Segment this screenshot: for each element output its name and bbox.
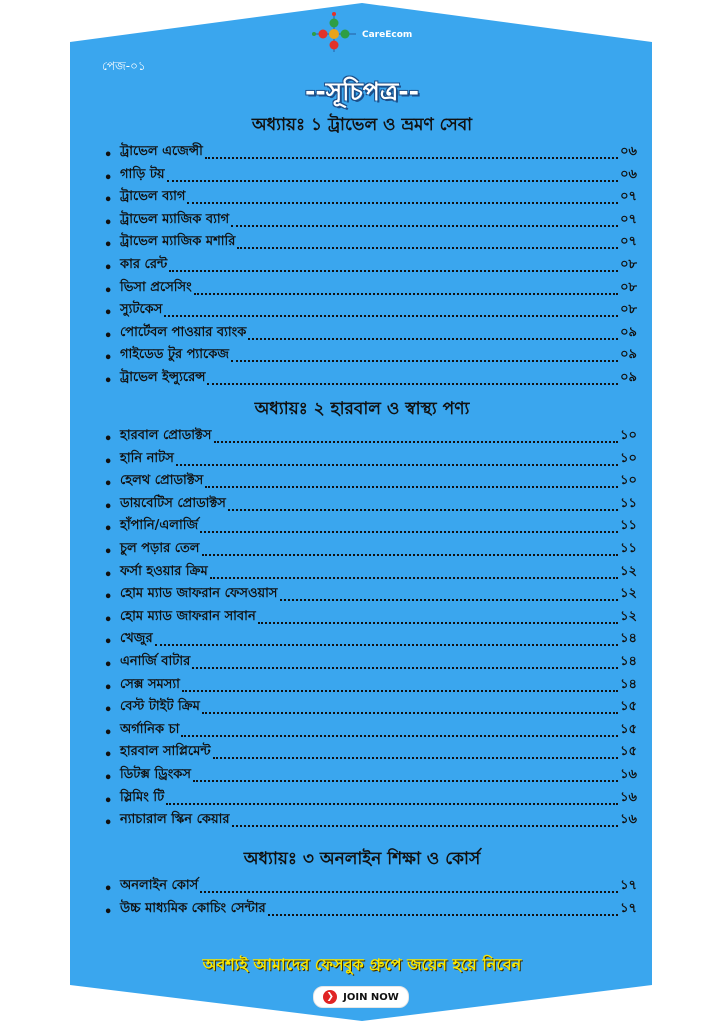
chapter-heading: অধ্যায়ঃ ৩ অনলাইন শিক্ষা ও কোর্স <box>243 849 481 869</box>
toc-entry-label: হোম ম্যাড জাফরান ফেসওয়াস <box>120 586 278 601</box>
bullet-icon: • <box>104 522 113 537</box>
footer-message: অবশ্যই আমাদের ফেসবুক গ্রুপে জয়েন হয়ে নিবেন <box>202 955 522 974</box>
toc-entry-page: ১২ <box>620 564 637 579</box>
dot-leader <box>200 891 618 893</box>
toc-entry <box>104 254 637 276</box>
dot-leader <box>166 803 618 805</box>
bullet-icon: • <box>104 816 113 831</box>
bullet-icon: • <box>104 771 113 786</box>
toc-entry-page: ০৭ <box>620 212 637 227</box>
join-now-label: JOIN NOW <box>343 991 399 1003</box>
toc-entry <box>104 674 637 696</box>
chapter-heading: অধ্যায়ঃ ১ ট্রাভেল ও ভ্রমণ সেবা <box>251 115 473 135</box>
dot-leader <box>192 667 618 669</box>
toc-entry <box>104 719 637 741</box>
toc-entry-page: ১৪ <box>620 631 637 646</box>
toc-entry <box>104 741 637 763</box>
flower-logo-icon <box>306 10 362 58</box>
toc-entry-label: ট্রাভেল ম্যাজিক ব্যাগ <box>120 212 230 227</box>
dot-leader <box>176 464 618 466</box>
bullet-icon: • <box>104 329 113 344</box>
toc-entry-label: ট্রাভেল ম্যাজিক মশারি <box>120 234 236 249</box>
brand-logo <box>306 10 416 58</box>
page-title: --সূচিপত্র-- <box>304 77 419 106</box>
bullet-icon: • <box>104 351 113 366</box>
toc-entry <box>104 875 637 897</box>
toc-entry <box>104 787 637 809</box>
toc-entry-label: হারবাল প্রোডাক্টস <box>120 428 212 443</box>
dot-leader <box>214 441 619 443</box>
dot-leader <box>187 202 618 204</box>
dot-leader <box>258 622 618 624</box>
bullet-icon: • <box>104 590 113 605</box>
dot-leader <box>228 509 618 511</box>
dot-leader <box>205 157 618 159</box>
dot-leader <box>232 825 619 827</box>
dot-leader <box>167 180 619 182</box>
dot-leader <box>182 690 618 692</box>
dot-leader <box>193 780 618 782</box>
toc-entry <box>104 493 637 515</box>
dot-leader <box>194 293 618 295</box>
bullet-icon: • <box>104 261 113 276</box>
bullet-icon: • <box>104 500 113 515</box>
play-circle-icon: ❯ <box>323 990 337 1004</box>
bullet-icon: • <box>104 284 113 299</box>
toc-entry <box>104 628 637 650</box>
toc-entry-page: ০৮ <box>620 280 637 295</box>
toc-entry <box>104 344 637 366</box>
bullet-icon: • <box>104 171 113 186</box>
toc-entry-page: ১১ <box>620 518 637 533</box>
toc-entry-label: উচ্চ মাধ্যমিক কোচিং সেন্টার <box>120 901 266 916</box>
brand-name: CareEcom <box>362 30 413 40</box>
toc-entry-label: ট্রাভেল এজেন্সী <box>120 144 203 159</box>
dot-leader <box>237 247 618 249</box>
toc-entry <box>104 696 637 718</box>
toc-entry-label: ন্যাচারাল স্কিন কেয়ার <box>120 812 230 827</box>
join-now-button[interactable] <box>313 986 409 1008</box>
dot-leader <box>213 757 619 759</box>
toc-entry-page: ১৬ <box>620 767 637 782</box>
toc-entry <box>104 809 637 831</box>
toc-entry-page: ১০ <box>620 473 637 488</box>
chapter-heading: অধ্যায়ঃ ২ হারবাল ও স্বাস্থ্য পণ্য <box>254 399 470 419</box>
toc-entry-label: হোম ম্যাড জাফরান সাবান <box>120 609 256 624</box>
bullet-icon: • <box>104 455 113 470</box>
dot-leader <box>268 914 618 916</box>
toc-entry <box>104 425 637 447</box>
toc-entry-page: ০৯ <box>620 325 637 340</box>
bullet-icon: • <box>104 545 113 560</box>
dot-leader <box>231 225 618 227</box>
page-number-label: পেজ-০১ <box>102 59 146 73</box>
toc-entry-label: অনলাইন কোর্স <box>120 878 199 893</box>
toc-entry-label: বেস্ট টাইট ক্রিম <box>120 699 200 714</box>
bullet-icon: • <box>104 193 113 208</box>
dot-leader <box>164 315 618 317</box>
bullet-icon: • <box>104 681 113 696</box>
dot-leader <box>248 338 618 340</box>
toc-entry <box>104 164 637 186</box>
toc-entry-page: ১০ <box>620 451 637 466</box>
toc-entry-page: ১৭ <box>620 901 637 916</box>
toc-entry <box>104 277 637 299</box>
toc-entry-label: খেজুর <box>120 631 153 646</box>
bullet-icon: • <box>104 748 113 763</box>
toc-entry-label: স্লিমিং টি <box>120 790 165 805</box>
toc-entry-page: ১১ <box>620 496 637 511</box>
bullet-icon: • <box>104 613 113 628</box>
bullet-icon: • <box>104 658 113 673</box>
toc-entry-page: ১৫ <box>620 699 637 714</box>
bullet-icon: • <box>104 703 113 718</box>
toc-entry-label: হারবাল সাপ্লিমেন্ট <box>120 744 211 759</box>
toc-entry <box>104 299 637 321</box>
bullet-icon: • <box>104 794 113 809</box>
toc-entry-label: পোর্টেবল পাওয়ার ব্যাংক <box>120 325 247 340</box>
bullet-icon: • <box>104 726 113 741</box>
bullet-icon: • <box>104 148 113 163</box>
toc-entry-page: ১১ <box>620 541 637 556</box>
toc-entry-page: ১০ <box>620 428 637 443</box>
toc-entry-page: ০৯ <box>620 347 637 362</box>
toc-entry-page: ০৭ <box>620 189 637 204</box>
toc-entry-label: হাঁপানি/এলার্জি <box>120 518 199 533</box>
dot-leader <box>169 270 618 272</box>
toc-entry <box>104 141 637 163</box>
toc-entry <box>104 515 637 537</box>
toc-entry-page: ১৪ <box>620 654 637 669</box>
toc-entry <box>104 583 637 605</box>
dot-leader <box>200 531 618 533</box>
toc-entry <box>104 209 637 231</box>
dot-leader <box>202 712 618 714</box>
toc-entry <box>104 606 637 628</box>
dot-leader <box>181 735 618 737</box>
toc-entry-label: ট্রাভেল ইন্স্যুরেন্স <box>120 370 206 385</box>
toc-entry-label: চুল পড়ার তেল <box>120 541 200 556</box>
toc-entry <box>104 231 637 253</box>
toc-entry-page: ১৪ <box>620 677 637 692</box>
toc-entry <box>104 470 637 492</box>
toc-entry-page: ১৭ <box>620 878 637 893</box>
toc-entry <box>104 898 637 920</box>
bullet-icon: • <box>104 432 113 447</box>
toc-entry-label: কার রেন্ট <box>120 257 168 272</box>
bullet-icon: • <box>104 374 113 389</box>
bullet-icon: • <box>104 216 113 231</box>
toc-entry <box>104 367 637 389</box>
dot-leader <box>202 554 619 556</box>
dot-leader <box>210 577 618 579</box>
bullet-icon: • <box>104 306 113 321</box>
toc-entry-page: ০৭ <box>620 234 637 249</box>
toc-entry-label: সেক্স সমস্যা <box>120 677 180 692</box>
toc-entry-label: হেলথ প্রোডাক্টস <box>120 473 204 488</box>
toc-entry-label: ভিসা প্রসেসিং <box>120 280 192 295</box>
bullet-icon: • <box>104 568 113 583</box>
toc-entry-page: ০৬ <box>620 167 637 182</box>
bullet-icon: • <box>104 477 113 492</box>
toc-entry-label: ডায়বেটিস প্রোডাক্টস <box>120 496 226 511</box>
toc-entry <box>104 448 637 470</box>
dot-leader <box>231 360 618 362</box>
dot-leader <box>205 486 618 488</box>
toc-entry-page: ১৬ <box>620 812 637 827</box>
bullet-icon: • <box>104 635 113 650</box>
toc-entry-page: ০৯ <box>620 370 637 385</box>
toc-entry-label: ডিটক্স ড্রিংকস <box>120 767 191 782</box>
dot-leader <box>155 644 619 646</box>
toc-entry-page: ০৮ <box>620 302 637 317</box>
toc-entry-label: স্যুটকেস <box>120 302 163 317</box>
toc-entry-label: ট্রাভেল ব্যাগ <box>120 189 186 204</box>
bullet-icon: • <box>104 238 113 253</box>
toc-entry <box>104 651 637 673</box>
toc-entry-page: ০৮ <box>620 257 637 272</box>
toc-entry <box>104 322 637 344</box>
toc-entry-label: গাড়ি টয় <box>120 167 165 182</box>
toc-entry-label: এনার্জি বাটার <box>120 654 191 669</box>
toc-entry-page: ০৬ <box>620 144 637 159</box>
toc-entry-page: ১৫ <box>620 744 637 759</box>
toc-entry <box>104 764 637 786</box>
toc-entry-label: ফর্সা হওয়ার ক্রিম <box>120 564 208 579</box>
toc-entry <box>104 538 637 560</box>
toc-entry-label: হানি নাটস <box>120 451 174 466</box>
toc-entry <box>104 186 637 208</box>
toc-entry-label: অর্গানিক চা <box>120 722 180 737</box>
toc-entry-label: গাইডেড টুর প্যাকেজ <box>120 347 230 362</box>
toc-entry-page: ১২ <box>620 586 637 601</box>
bullet-icon: • <box>104 882 113 897</box>
bullet-icon: • <box>104 905 113 920</box>
toc-entry-page: ১২ <box>620 609 637 624</box>
toc-entry <box>104 561 637 583</box>
dot-leader <box>207 383 618 385</box>
toc-entry-page: ১৬ <box>620 790 637 805</box>
dot-leader <box>280 599 619 601</box>
toc-entry-page: ১৫ <box>620 722 637 737</box>
